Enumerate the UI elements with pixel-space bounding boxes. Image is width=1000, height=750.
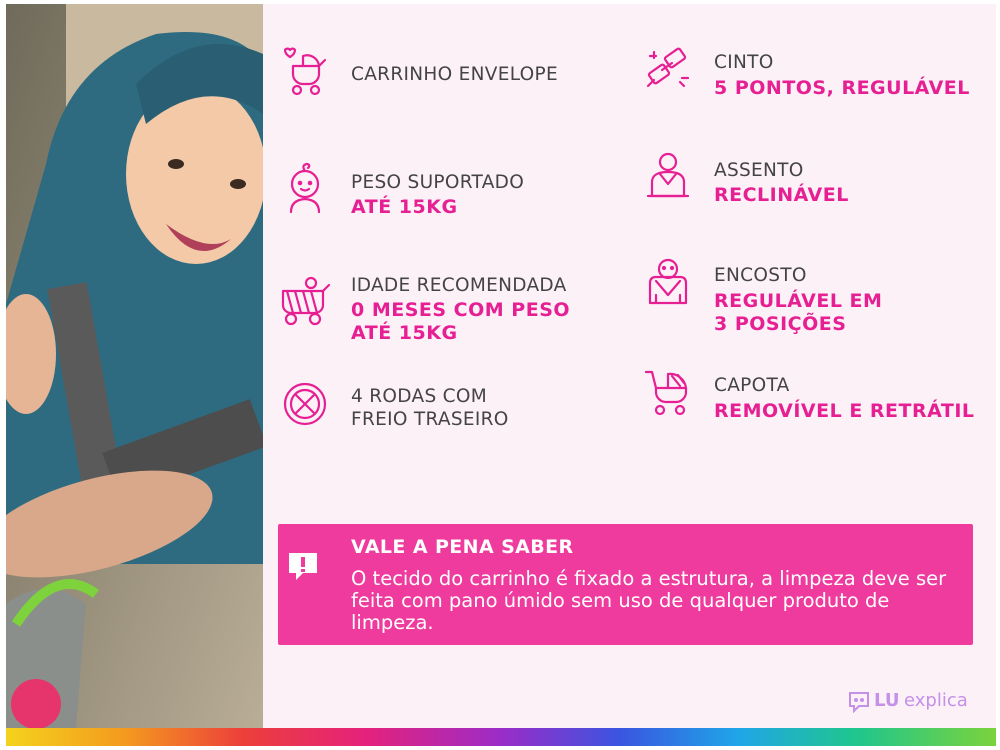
feature-value-line2: ATÉ 15KG	[351, 322, 458, 344]
feature-value-line2: 3 POSIÇÕES	[714, 313, 847, 335]
alert-speech-bubble-icon	[286, 550, 320, 584]
baby-seat-icon	[642, 150, 694, 202]
feature-label: CAPOTA	[714, 375, 790, 396]
feature-label: PESO SUPORTADO	[351, 172, 525, 193]
feature-label-line1: 4 RODAS COM	[351, 386, 488, 407]
lu-explica-logo	[848, 690, 972, 716]
feature-value: REMOVÍVEL E RETRÁTIL	[714, 400, 975, 422]
feature-label: ASSENTO	[714, 160, 804, 181]
feature-value: RECLINÁVEL	[714, 184, 849, 206]
info-text: O tecido do carrinho é fixado a estrutura, a limpeza deve ser feita com pano úmido sem uso de qualquer produto de limpeza.	[351, 567, 947, 634]
baby-face-icon	[279, 162, 331, 214]
logo-explica: explica	[904, 690, 968, 711]
baby-backrest-icon	[642, 255, 694, 307]
wheel-brake-icon	[279, 380, 331, 432]
feature-value: ATÉ 15KG	[351, 196, 458, 218]
seatbelt-icon	[642, 44, 694, 96]
info-box	[278, 524, 973, 645]
feature-label: ENCOSTO	[714, 265, 807, 286]
quote-bubble-icon	[848, 691, 870, 713]
baby-photo	[6, 4, 263, 728]
feature-value: 5 PONTOS, REGULÁVEL	[714, 77, 970, 99]
logo-lu: LU	[874, 690, 900, 711]
feature-label: CINTO	[714, 52, 774, 73]
feature-label: CARRINHO ENVELOPE	[351, 64, 558, 85]
feature-label: IDADE RECOMENDADA	[351, 275, 567, 296]
feature-value-line1: REGULÁVEL EM	[714, 290, 883, 312]
baby-stroller-toys-icon	[279, 275, 331, 327]
info-title: VALE A PENA SABER	[351, 536, 574, 558]
rainbow-bar	[6, 728, 996, 746]
feature-label-line2: FREIO TRASEIRO	[351, 409, 509, 430]
stroller-heart-icon	[279, 44, 331, 96]
stroller-hood-icon	[642, 366, 694, 418]
feature-value-line1: 0 MESES COM PESO	[351, 299, 571, 321]
